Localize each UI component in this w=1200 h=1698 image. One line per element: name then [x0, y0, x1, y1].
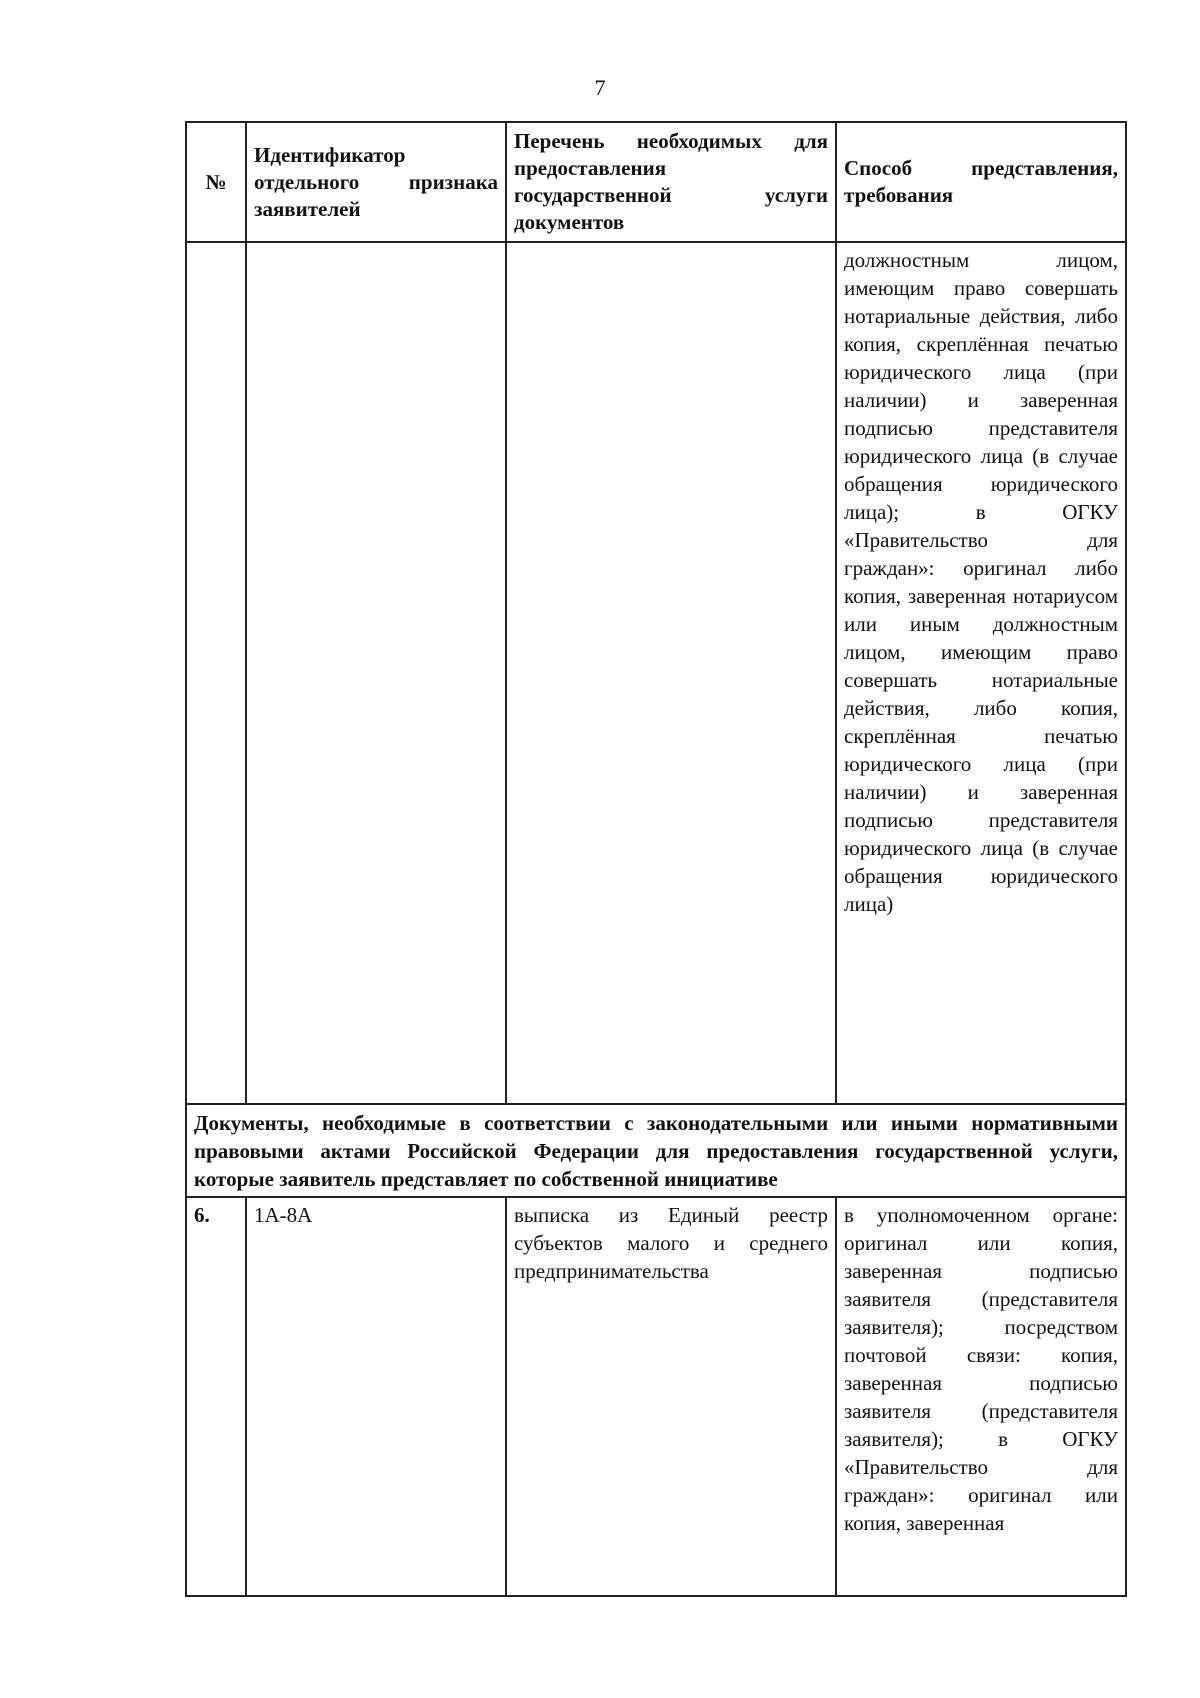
header-identifier: Идентификатор отдельного признака заявителей: [246, 122, 506, 242]
header-documents: Перечень необходимых для предоставления государственной услуги документов: [506, 122, 836, 242]
cell-documents: выписка из Единый реестр субъектов малого и среднего предпринимательства: [506, 1197, 836, 1596]
table-header-row: [186, 122, 1126, 242]
header-method: Способ представления, требования: [836, 122, 1126, 242]
table-row: [186, 1197, 1126, 1596]
cell-identifier: 1А-8А: [246, 1197, 506, 1596]
cell-number: [186, 242, 246, 1104]
section-heading-row: [186, 1104, 1126, 1197]
section-heading: Документы, необходимые в соответствии с законодательными или иными нормативными правовыми актами Российской Федерации для предоставления государственной услуги, которые заявитель представляет по собственной инициативе: [186, 1104, 1126, 1197]
header-number: №: [186, 122, 246, 242]
cell-method: должностным лицом, имеющим право совершать нотариальные действия, либо копия, скреплённая печатью юридического лица (при наличии) и заверенная подписью представителя юридического лица (в случае обращения юридического лица); в ОГКУ «Правительство для граждан»: оригинал либо копия, заверенная нотариусом или иным должностным лицом, имеющим право совершать нотариальные действия, либо копия, скреплённая печатью юридического лица (при наличии) и заверенная подписью представителя юридического лица (в случае обращения юридического лица): [836, 242, 1126, 1104]
cell-identifier: [246, 242, 506, 1104]
cell-method: в уполномоченном органе: оригинал или копия, заверенная подписью заявителя (представителя заявителя); посредством почтовой связи: копия, заверенная подписью заявителя (представителя заявителя); в ОГКУ «Правительство для граждан»: оригинал или копия, заверенная: [836, 1197, 1126, 1596]
cell-documents: [506, 242, 836, 1104]
table-row: [186, 242, 1126, 1104]
documents-table: [185, 121, 1127, 1597]
page-number: 7: [594, 75, 606, 100]
cell-number: 6.: [186, 1197, 246, 1596]
